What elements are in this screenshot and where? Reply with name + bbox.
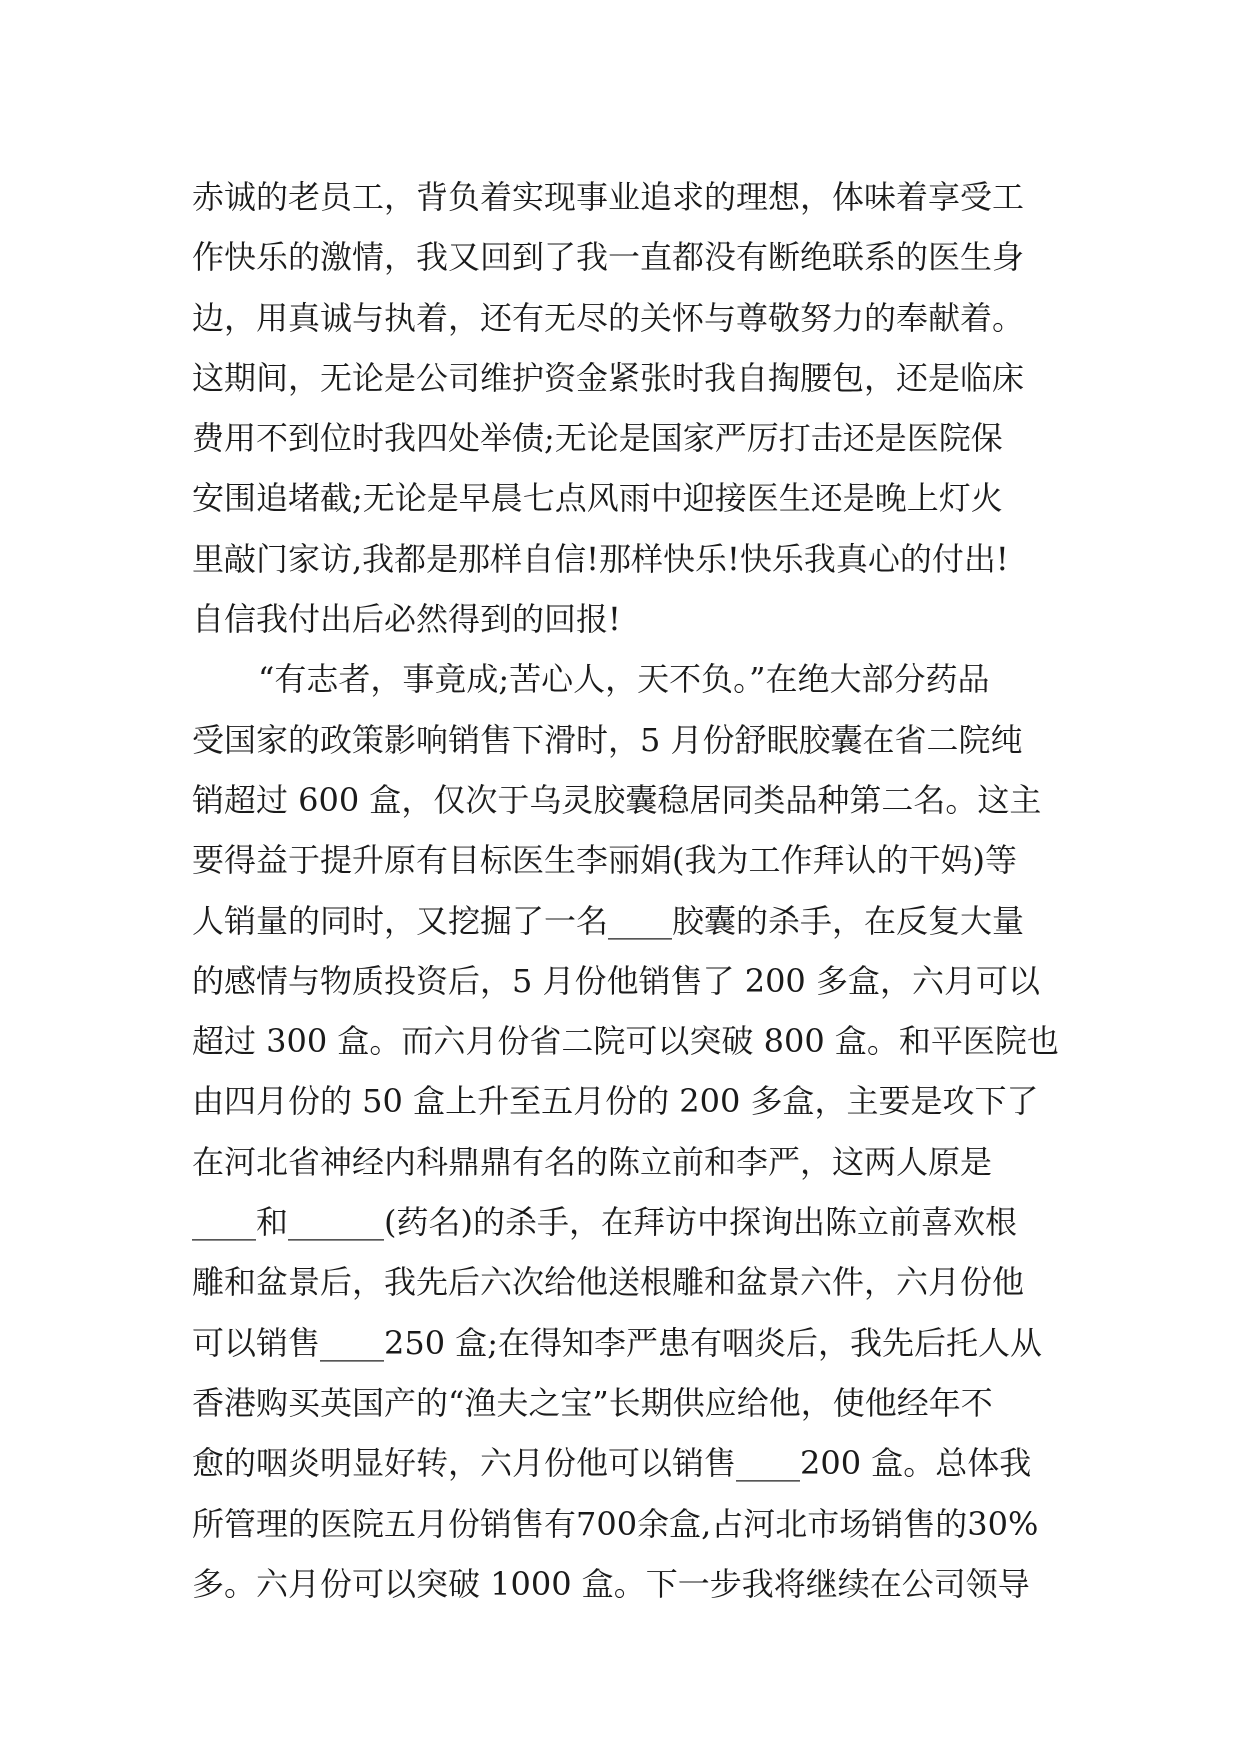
text-line: 由四月份的 50 盒上升至五月份的 200 多盒，主要是攻下了 xyxy=(192,1082,1039,1121)
text-line: 安围追堵截;无论是早晨七点风雨中迎接医生还是晚上灯火 xyxy=(192,479,1003,518)
text-line: 所管理的医院五月份销售有700余盒,占河北市场销售的30% xyxy=(192,1504,1039,1543)
text-line: 边，用真诚与执着，还有无尽的关怀与尊敬努力的奉献着。 xyxy=(192,298,1025,337)
text-line: 香港购买英国产的“渔夫之宝”长期供应给他，使他经年不 xyxy=(192,1383,993,1422)
text-line: 可以销售____250 盒;在得知李严患有咽炎后，我先后托人从 xyxy=(192,1323,1043,1362)
text-line: 这期间，无论是公司维护资金紧张时我自掏腰包，还是临床 xyxy=(192,358,1025,397)
text-line: ____和______(药名)的杀手，在拜访中探询出陈立前喜欢根 xyxy=(192,1203,1017,1242)
body-text xyxy=(192,167,1062,1614)
text-line: 费用不到位时我四处举债;无论是国家严厉打击还是医院保 xyxy=(192,419,1003,458)
text-line: 在河北省神经内科鼎鼎有名的陈立前和李严，这两人原是 xyxy=(192,1142,993,1181)
text-line: 的感情与物质投资后，5 月份他销售了 200 多盒，六月可以 xyxy=(192,961,1040,1000)
text-line: 人销量的同时，又挖掘了一名____胶囊的杀手，在反复大量 xyxy=(192,901,1025,940)
text-line: 里敲门家访,我都是那样自信!那样快乐!快乐我真心的付出! xyxy=(192,539,1009,578)
text-line: 销超过 600 盒，仅次于乌灵胶囊稳居同类品种第二名。这主 xyxy=(192,780,1042,819)
text-line: 愈的咽炎明显好转，六月份他可以销售____200 盒。总体我 xyxy=(192,1444,1032,1483)
text-line: 雕和盆景后，我先后六次给他送根雕和盆景六件，六月份他 xyxy=(192,1263,1025,1302)
text-line: 超过 300 盒。而六月份省二院可以突破 800 盒。和平医院也 xyxy=(192,1022,1059,1061)
text-line: 要得益于提升原有目标医生李丽娟(我为工作拜认的干妈)等 xyxy=(192,841,1017,880)
paragraph-first-line: “有志者，事竟成;苦心人，天不负。”在绝大部分药品 xyxy=(258,660,990,699)
text-line: 多。六月份可以突破 1000 盒。下一步我将继续在公司领导 xyxy=(192,1564,1030,1603)
text-line: 作快乐的激情，我又回到了我一直都没有断绝联系的医生身 xyxy=(192,238,1025,277)
text-line: 自信我付出后必然得到的回报! xyxy=(192,600,621,639)
text-line: 受国家的政策影响销售下滑时，5 月份舒眠胶囊在省二院纯 xyxy=(192,720,1023,759)
text-line: 赤诚的老员工，背负着实现事业追求的理想，体味着享受工 xyxy=(192,178,1025,216)
